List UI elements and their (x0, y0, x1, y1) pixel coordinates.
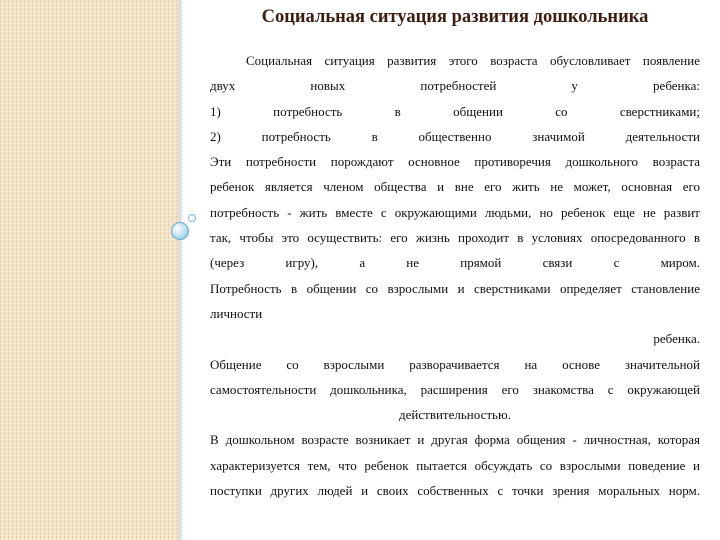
text-line: потребность - жить вместе с окружающими людьми, но ребенок еще не развит (210, 204, 700, 220)
text-line: действительностью. (399, 407, 511, 423)
text-line: Эти потребности порождают основное противоречия дошкольного возраста (210, 154, 700, 170)
text-line: 1) потребность в общении со сверстниками; (210, 103, 700, 119)
text-line: Потребность в общении со взрослыми и сверстниками определяет становление (210, 280, 700, 296)
text-line: Социальная ситуация развития этого возраста обусловливает появление (246, 53, 700, 68)
slide-title: Социальная ситуация развития дошкольника (261, 7, 649, 27)
text-line: ребенок является членом общества и вне его жить не может, основная его (210, 179, 700, 195)
text-line: (через игру), а не прямой связи с миром. (210, 255, 700, 271)
large-circle-ornament (171, 222, 189, 240)
text-line: самостоятельности дошкольника, расширения его знакомства с окружающей (210, 381, 700, 397)
small-circle-ornament (188, 214, 196, 222)
text-line: В дошкольном возрасте возникает и другая форма общения - личностная, которая (210, 432, 700, 448)
decorative-side-panel (0, 0, 178, 540)
text-line: 2) потребность в общественно значимой деятельности (210, 128, 700, 144)
text-line: Общение со взрослыми разворачивается на основе значительной (210, 356, 700, 372)
text-line: так, чтобы это осуществить: его жизнь проходит в условиях опосредованного в (210, 230, 700, 246)
text-line: поступки других людей и своих собственных с точки зрения моральных норм. (210, 483, 700, 499)
text-line: личности (210, 305, 263, 321)
text-line: ребенка. (653, 331, 700, 347)
slide-body (210, 48, 700, 503)
panel-divider (178, 0, 181, 540)
text-line: двух новых потребностей у ребенка: (210, 78, 700, 94)
text-line: характеризуется тем, что ребенок пытается обсуждать со взрослыми поведение и (210, 457, 700, 473)
